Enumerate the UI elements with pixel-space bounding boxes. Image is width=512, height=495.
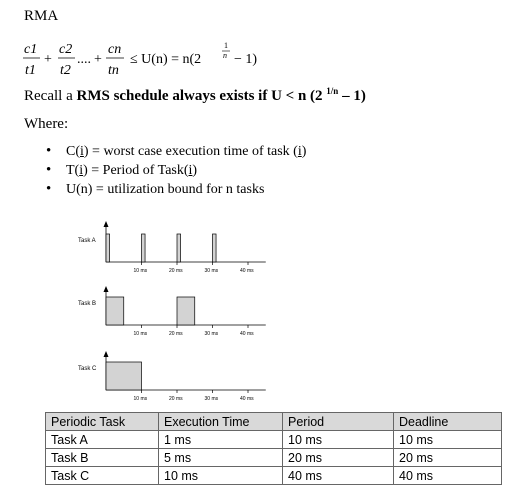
recall-statement: [24, 86, 366, 105]
arrow-up-icon: [104, 351, 109, 357]
where-label: Where:: [24, 116, 69, 132]
formula-t1: t1: [25, 63, 36, 78]
table-cell: 40 ms: [283, 467, 394, 485]
task-table: [45, 412, 502, 485]
definition-item: • T(i) = Period of Task(i): [46, 161, 306, 180]
formula-t2: t2: [60, 63, 71, 78]
table-row: [46, 449, 502, 467]
header-period: Period: [283, 413, 394, 431]
formula-plus-1: +: [44, 52, 52, 67]
time-tick-label: 20 ms: [169, 268, 183, 274]
table-cell: Task B: [46, 449, 159, 467]
time-tick-label: 10 ms: [133, 396, 148, 402]
table-cell: Task A: [46, 431, 159, 449]
time-tick-label: 20 ms: [169, 331, 183, 337]
table-cell: Task C: [46, 467, 159, 485]
task-timeline-diagram: [76, 212, 306, 404]
table-cell: 1 ms: [159, 431, 283, 449]
arrow-up-icon: [104, 286, 109, 292]
recall-bold: RMS schedule always exists if U < n (2: [76, 88, 327, 104]
utilization-bound-formula: [22, 40, 502, 82]
table-cell: 5 ms: [159, 449, 283, 467]
table-cell: 20 ms: [283, 449, 394, 467]
header-periodic-task: Periodic Task: [46, 413, 159, 431]
recall-prefix: Recall a: [24, 88, 77, 104]
table-cell: 40 ms: [394, 467, 502, 485]
definition-list: [46, 142, 306, 199]
time-tick-label: 20 ms: [169, 396, 183, 402]
recall-suffix: – 1): [338, 88, 366, 104]
formula-rhs: ≤ U(n) = n(2: [130, 52, 202, 67]
header-deadline: Deadline: [394, 413, 502, 431]
execution-block: [177, 297, 195, 325]
formula-cn: cn: [108, 42, 122, 57]
execution-block: [106, 362, 142, 390]
table-row: [46, 431, 502, 449]
definition-item: • U(n) = utilization bound for n tasks: [46, 180, 306, 199]
time-tick-label: 10 ms: [133, 331, 148, 337]
formula-tn: tn: [108, 63, 119, 78]
formula-c2: c2: [59, 42, 73, 57]
execution-block: [213, 234, 217, 262]
time-tick-label: 40 ms: [240, 268, 254, 274]
task-label: Task C: [78, 366, 97, 372]
time-tick-label: 30 ms: [204, 331, 219, 337]
time-tick-label: 30 ms: [204, 268, 219, 274]
table-row: [46, 467, 502, 485]
table-header-row: [46, 413, 502, 431]
formula-exp-num: 1: [224, 41, 228, 50]
time-tick-label: 30 ms: [204, 396, 219, 402]
task-label: Task A: [78, 238, 96, 244]
table-cell: 10 ms: [394, 431, 502, 449]
time-tick-label: 40 ms: [240, 396, 254, 402]
recall-superscript: 1/n: [326, 86, 339, 96]
table-cell: 10 ms: [283, 431, 394, 449]
formula-plus-2: +: [94, 52, 102, 67]
execution-block: [106, 234, 110, 262]
table-cell: 10 ms: [159, 467, 283, 485]
formula-tail: − 1): [234, 52, 258, 67]
execution-block: [106, 297, 124, 325]
header-execution-time: Execution Time: [159, 413, 283, 431]
execution-block: [142, 234, 146, 262]
time-tick-label: 10 ms: [133, 268, 148, 274]
formula-dots: ....: [77, 52, 91, 67]
time-tick-label: 40 ms: [240, 331, 254, 337]
definition-item: • C(i) = worst case execution time of task (i): [46, 142, 306, 161]
formula-exp-den: n: [223, 51, 227, 60]
execution-block: [177, 234, 181, 262]
page-title: RMA: [24, 8, 59, 24]
arrow-up-icon: [104, 221, 109, 227]
task-label: Task B: [78, 301, 97, 307]
table-cell: 20 ms: [394, 449, 502, 467]
formula-c1: c1: [24, 42, 38, 57]
